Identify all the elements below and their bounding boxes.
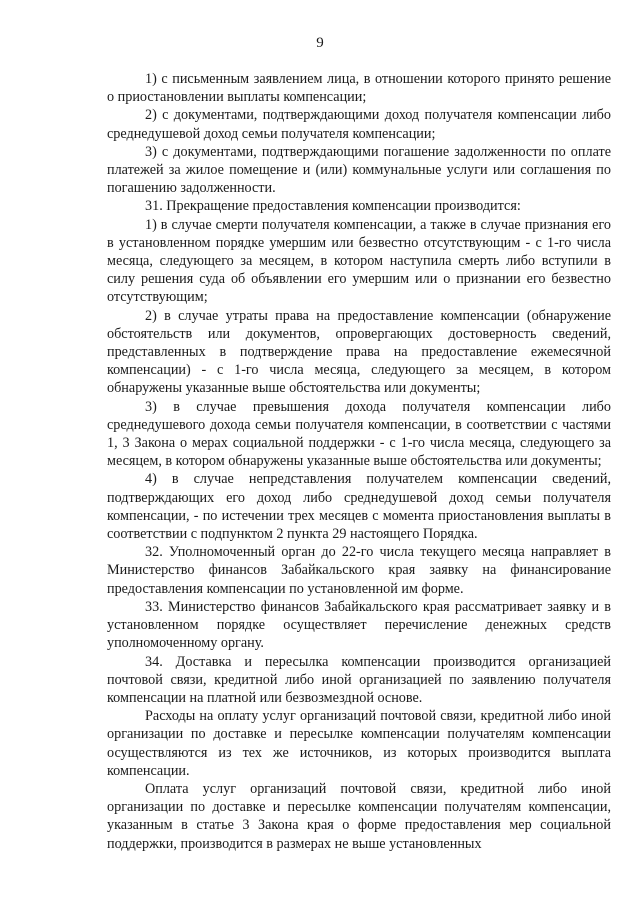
paragraph-delivery-expenses: Расходы на оплату услуг организаций почтовой связи, кредитной либо иной организации по доставке и пересылке компенсации получателям компенсации осуществляются из тех же источников, из которых производится выплата компенсации.: [107, 708, 611, 779]
paragraph-clause-31-item-2: 2) в случае утраты права на предоставление компенсации (обнаружение обстоятельств или документов, опровергающих достоверность сведений, представленных в подтверждение права на предоставление ежемесячной компенсации) - с 1-го числа месяца, следующего за месяцем, в котором обнаружены указанные выше обстоятельства или документы;: [107, 307, 611, 397]
paragraph-clause-34: 34. Доставка и пересылка компенсации производится организацией почтовой связи, кредитной либо иной организацией по заявлению получателя компенсации на платной или безвозмездной основе.: [107, 653, 611, 706]
document-body: [107, 70, 611, 853]
paragraph-clause-31: 31. Прекращение предоставления компенсации производится:: [145, 198, 521, 215]
paragraph-item-1-written-application: 1) с письменным заявлением лица, в отношении которого принято решение о приостановлении выплаты компенсации;: [107, 71, 611, 106]
paragraph-delivery-payment: Оплата услуг организаций почтовой связи, кредитной либо иной организации по доставке и пересылке компенсации получателям компенсации, указанным в статье 3 Закона края о форме предоставления мер социальной поддержки, производится в размерах не выше установленных: [107, 780, 611, 852]
paragraph-clause-31-item-3: 3) в случае превышения дохода получателя компенсации либо среднедушевого дохода семьи получателя компенсации, в соответствии с частями 1, 3 Закона о мерах социальной поддержки - с 1-го числа месяца, следующего за месяцем, в котором обнаружены указанные выше обстоятельства или документы;: [107, 398, 611, 470]
paragraph-item-3-debt-documents: 3) с документами, подтверждающими погашение задолженности по оплате платежей за жилое помещение и (или) коммунальные услуги или соглашения по погашению задолженности.: [107, 143, 611, 197]
page-number: 9: [316, 35, 324, 51]
paragraph-clause-33: 33. Министерство финансов Забайкальского края рассматривает заявку и в установленном порядке осуществляет перечисление денежных средств уполномоченному органу.: [107, 598, 611, 652]
paragraph-item-2-income-documents: 2) с документами, подтверждающими доход получателя компенсации либо среднедушевой доход семьи получателя компенсации;: [107, 107, 611, 142]
paragraph-clause-32: 32. Уполномоченный орган до 22-го числа текущего месяца направляет в Министерство финансов Забайкальского края заявку на финансирование предоставления компенсации по установленной им форме.: [107, 544, 611, 597]
paragraph-clause-31-item-4: 4) в случае непредставления получателем компенсации сведений, подтверждающих его доход либо среднедушевой доход семьи получателя компенсации, - по истечении трех месяцев с момента приостановления выплаты в соответствии с подпунктом 2 пункта 29 настоящего Порядка.: [107, 471, 611, 543]
paragraph-clause-31-item-1: 1) в случае смерти получателя компенсации, а также в случае признания его в установленном порядке умершим или безвестно отсутствующим - с 1-го числа месяца, следующего за месяцем, в котором наступила смерть либо вступили в силу решения суда об объявлении его умершим или о признании его безвестно отсутствующим;: [107, 216, 611, 306]
